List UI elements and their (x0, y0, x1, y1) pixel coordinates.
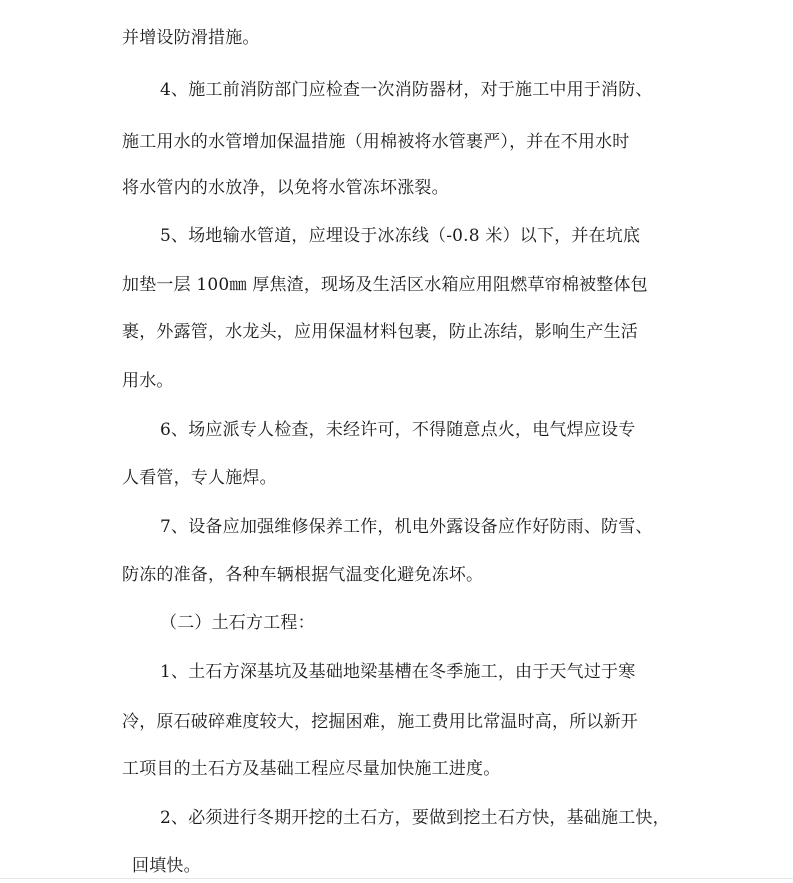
text-line: 施工用水的水管增加保温措施（用棉被将水管裹严），并在不用水时 (122, 132, 630, 152)
text-line: 将水管内的水放净，以免将水管冻坏涨裂。 (122, 178, 449, 198)
text-line: 回填快。 (132, 856, 201, 876)
text-line: 工项目的土石方及基础工程应尽量加快施工进度。 (122, 759, 501, 779)
text-line: 用水。 (122, 371, 174, 391)
text-line: 人看管，专人施焊。 (122, 468, 277, 488)
text-line: 1、土石方深基坑及基础地梁基槽在冬季施工，由于天气过于寒 (160, 662, 636, 682)
text-line: 防冻的准备，各种车辆根据气温变化避免冻坏。 (122, 565, 484, 585)
page-bottom-divider (0, 878, 793, 879)
text-line: 6、场应派专人检查，未经许可，不得随意点火，电气焊应设专 (160, 420, 636, 440)
text-line: 5、场地输水管道，应埋设于冰冻线（-0.8 米）以下，并在坑底 (160, 226, 641, 246)
text-line: 加垫一层 100㎜ 厚焦渣，现场及生活区水箱应用阻燃草帘棉被整体包 (122, 275, 648, 295)
text-line: 2、必须进行冬期开挖的土石方，要做到挖土石方快，基础施工快， (160, 808, 670, 828)
text-line: 7、设备应加强维修保养工作，机电外露设备应作好防雨、防雪、 (160, 517, 653, 537)
section-heading: （二）土石方工程： (160, 613, 315, 633)
text-line: 裹，外露管，水龙头，应用保温材料包裹，防止冻结，影响生产生活 (122, 322, 638, 342)
text-line: 冷，原石破碎难度较大，挖掘困难，施工费用比常温时高，所以新开 (122, 712, 638, 732)
text-line: 并增设防滑措施。 (122, 28, 260, 48)
text-line: 4、施工前消防部门应检查一次消防器材，对于施工中用于消防、 (160, 80, 653, 100)
